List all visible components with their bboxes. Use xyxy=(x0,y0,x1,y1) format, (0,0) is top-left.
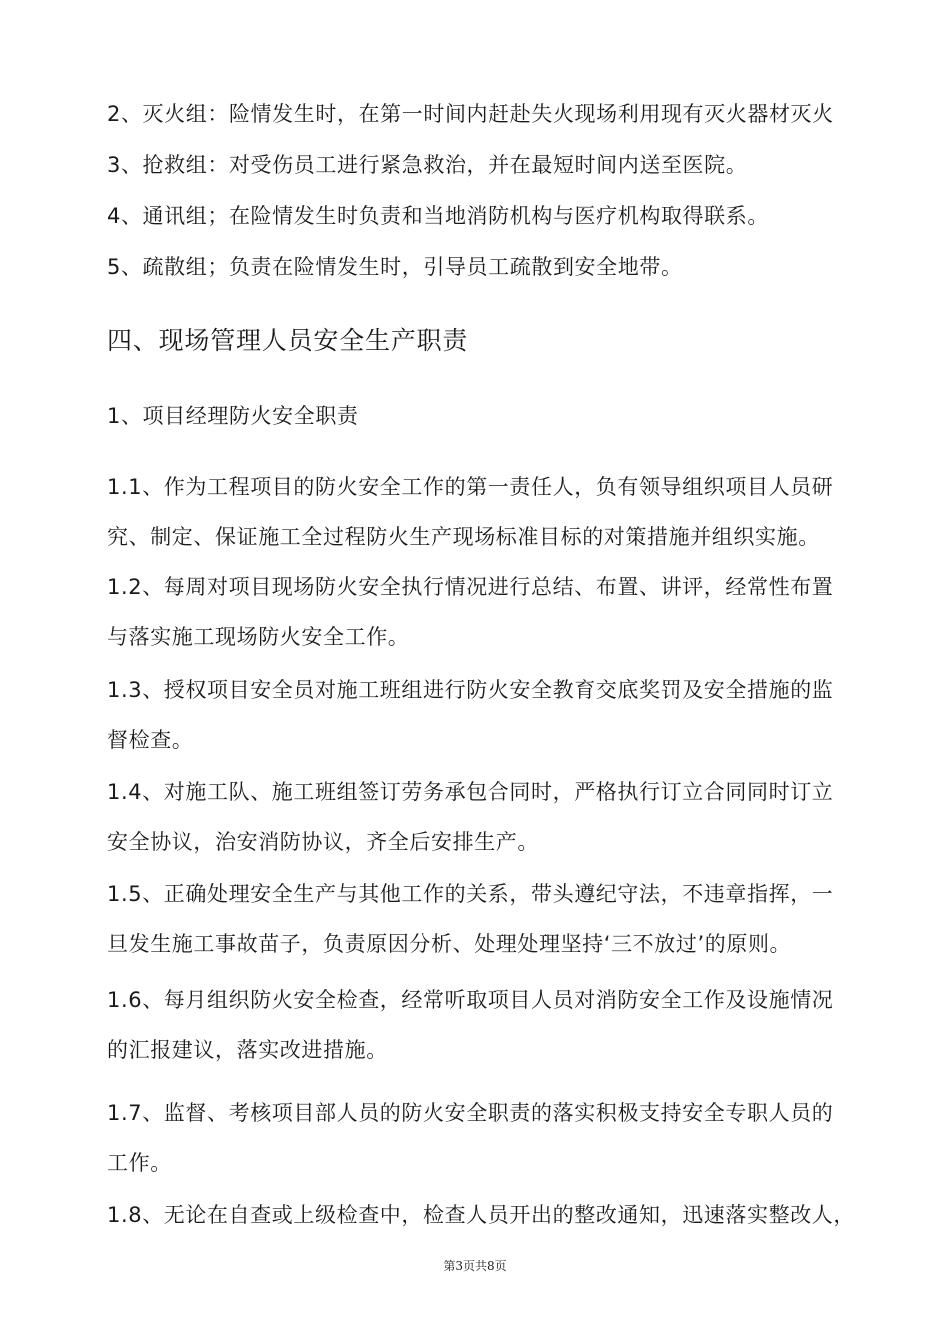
paragraph-line: 究、制定、保证施工全过程防火生产现场标准目标的对策措施并组织实施。 xyxy=(107,525,820,549)
paragraph-line: 1.6、每月组织防火安全检查，经常听取项目人员对消防安全工作及设施情况 xyxy=(107,988,834,1012)
paragraph-line: 与落实施工现场防火安全工作。 xyxy=(107,625,410,649)
list-item: 4、通讯组；在险情发生时负责和当地消防机构与医疗机构取得联系。 xyxy=(107,204,769,228)
paragraph-line: 1.1、作为工程项目的防火安全工作的第一责任人，负有领导组织项目人员研 xyxy=(107,475,834,499)
paragraph-line: 安全协议，治安消防协议，齐全后安排生产。 xyxy=(107,830,539,854)
page-footer: 第3页共8页 xyxy=(443,1259,507,1273)
list-item: 3、抢救组：对受伤员工进行紧急救治，并在最短时间内送至医院。 xyxy=(107,153,748,177)
paragraph-line: 1.4、对施工队、施工班组签订劳务承包合同时，严格执行订立合同同时订立 xyxy=(107,780,834,804)
paragraph-line: 1.7、监督、考核项目部人员的防火安全职责的落实积极支持安全专职人员的 xyxy=(107,1101,834,1125)
paragraph-line: 旦发生施工事故苗子，负责原因分析、处理处理坚持‘三不放过’的原则。 xyxy=(107,932,792,956)
subsection-title: 1、项目经理防火安全职责 xyxy=(107,404,359,428)
paragraph-line: 工作。 xyxy=(107,1151,172,1175)
list-item: 5、疏散组；负责在险情发生时，引导员工疏散到安全地带。 xyxy=(107,255,683,279)
paragraph-line: 1.3、授权项目安全员对施工班组进行防火安全教育交底奖罚及安全措施的监 xyxy=(107,678,834,702)
paragraph-line: 督检查。 xyxy=(107,728,194,752)
paragraph-line: 1.2、每周对项目现场防火安全执行情况进行总结、布置、讲评，经常性布置 xyxy=(107,575,834,599)
section-title: 四、现场管理人员安全生产职责 xyxy=(107,326,469,355)
paragraph-line: 的汇报建议，落实改进措施。 xyxy=(107,1038,388,1062)
paragraph-line: 1.5、正确处理安全生产与其他工作的关系，带头遵纪守法，不违章指挥，一 xyxy=(107,882,834,906)
list-item: 2、灭火组：险情发生时，在第一时间内赶赴失火现场利用现有灭火器材灭火 xyxy=(107,102,834,126)
paragraph-line: 1.8、无论在自查或上级检查中，检查人员开出的整改通知，迅速落实整改人， xyxy=(107,1203,855,1227)
